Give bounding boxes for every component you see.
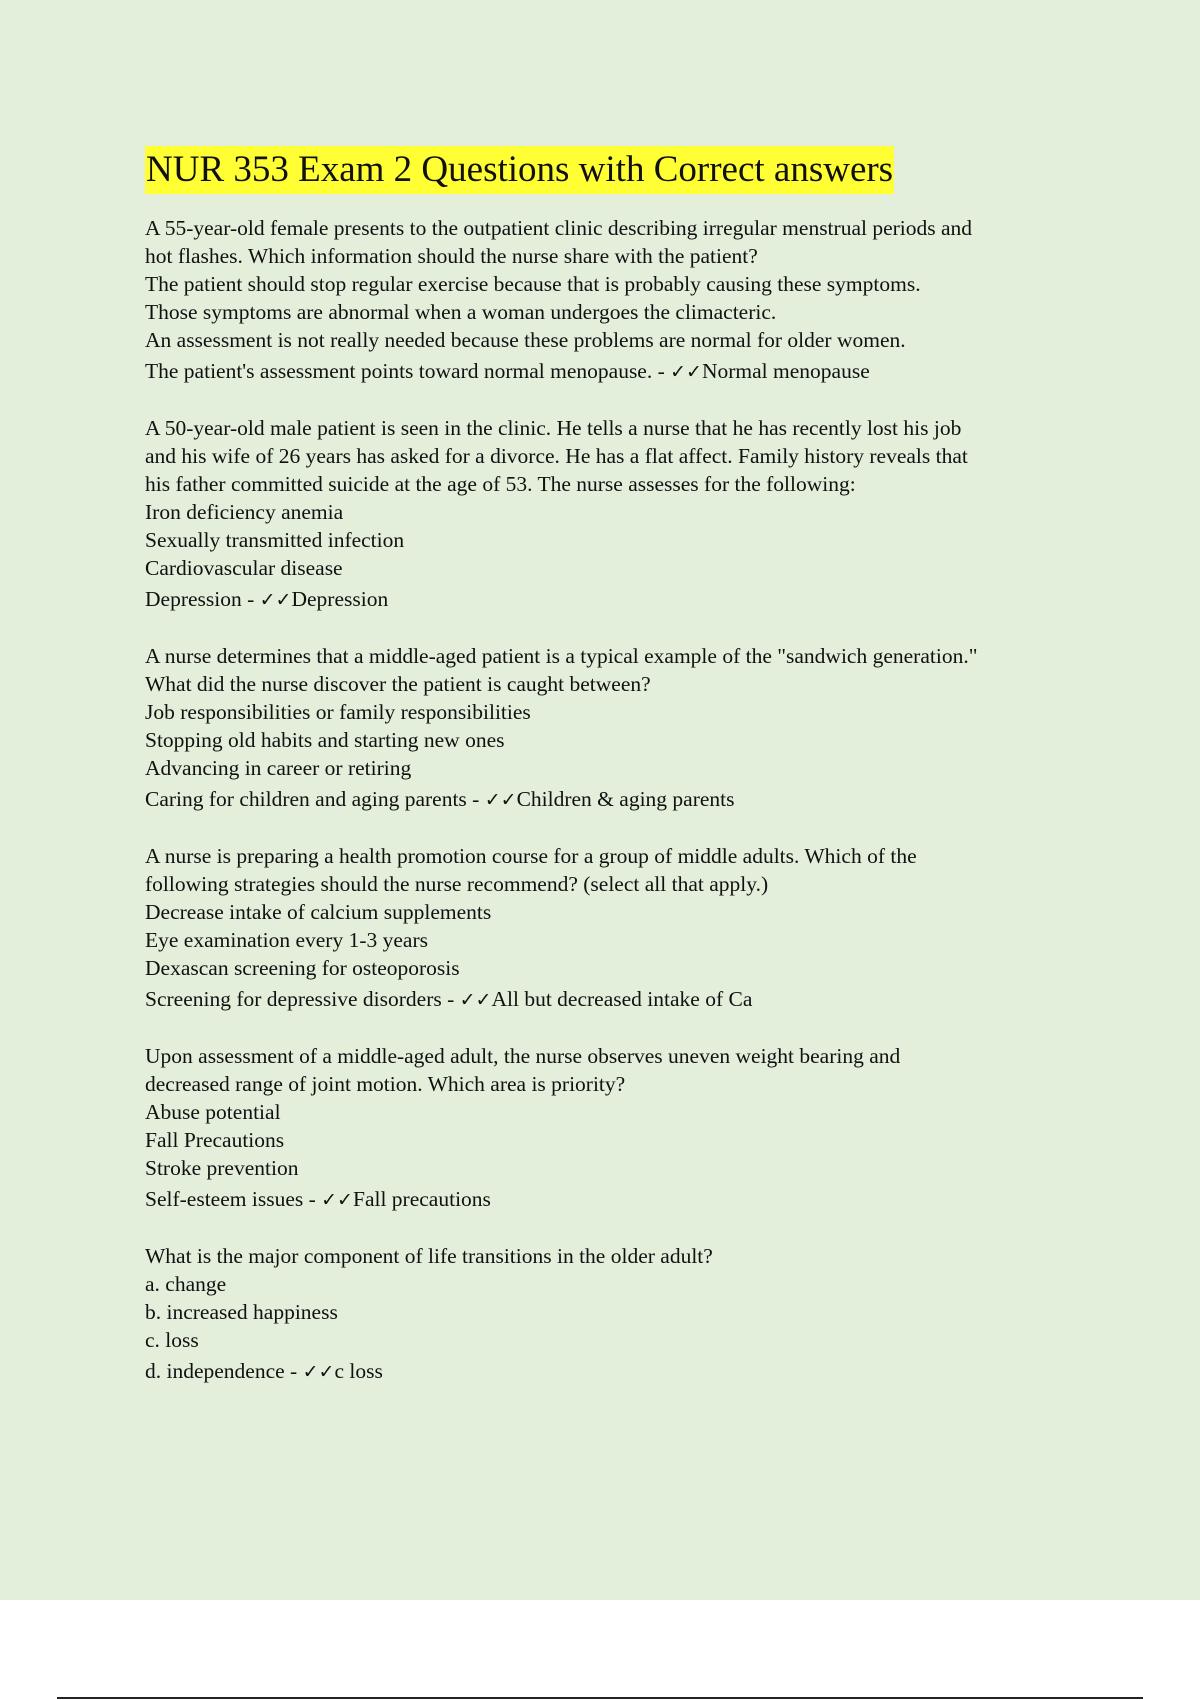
answer-option: Advancing in career or retiring: [145, 756, 412, 780]
answer-option: Dexascan screening for osteoporosis: [145, 956, 460, 980]
correct-answer: Fall precautions: [352, 1187, 491, 1211]
answer-option: Fall Precautions: [145, 1128, 285, 1152]
correct-answer: Depression: [291, 587, 389, 611]
question-block: [145, 214, 1055, 386]
answer-option: An assessment is not really needed because these problems are normal for older women.: [145, 328, 906, 352]
answer-option: Sexually transmitted infection: [145, 528, 405, 552]
correct-answer: c loss: [334, 1359, 383, 1383]
footer-divider: [57, 1697, 1143, 1699]
answer-option: Abuse potential: [145, 1100, 281, 1124]
question-block: [145, 1242, 1055, 1386]
final-option-text: Screening for depressive disorders -: [145, 987, 455, 1011]
question-stem-line: A 55-year-old female presents to the outpatient clinic describing irregular menstrual periods and: [145, 216, 973, 240]
question-stem-line: and his wife of 26 years has asked for a divorce. He has a flat affect. Family history reveals that: [145, 444, 968, 468]
answer-line: [145, 985, 1055, 1014]
answer-option: Eye examination every 1-3 years: [145, 928, 428, 952]
question-block: [145, 1042, 1055, 1214]
question-stem-line: following strategies should the nurse recommend? (select all that apply.): [145, 872, 769, 896]
correct-answer: All but decreased intake of Ca: [491, 987, 753, 1011]
question-block: [145, 642, 1055, 814]
double-check-icon: ✓✓: [459, 989, 492, 1011]
question-stem-line: hot flashes. Which information should the nurse share with the patient?: [145, 244, 758, 268]
answer-line: [145, 1185, 1055, 1214]
document-title: NUR 353 Exam 2 Questions with Correct answers: [145, 146, 894, 194]
final-option-text: The patient's assessment points toward normal menopause. -: [145, 359, 665, 383]
question-stem-line: decreased range of joint motion. Which area is priority?: [145, 1072, 626, 1096]
double-check-icon: ✓✓: [302, 1361, 335, 1383]
answer-option: Cardiovascular disease: [145, 556, 343, 580]
answer-line: [145, 585, 1055, 614]
answer-option: Those symptoms are abnormal when a woman undergoes the climacteric.: [145, 300, 777, 324]
question-stem-line: What is the major component of life transitions in the older adult?: [145, 1244, 713, 1268]
answer-option: Job responsibilities or family responsibilities: [145, 700, 531, 724]
question-stem-line: A nurse is preparing a health promotion course for a group of middle adults. Which of the: [145, 844, 917, 868]
answer-option: Stroke prevention: [145, 1156, 299, 1180]
answer-option: Stopping old habits and starting new ones: [145, 728, 505, 752]
double-check-icon: ✓✓: [259, 589, 292, 611]
question-stem-line: A nurse determines that a middle-aged patient is a typical example of the "sandwich generation.": [145, 644, 978, 668]
answer-option: Decrease intake of calcium supplements: [145, 900, 492, 924]
double-check-icon: ✓✓: [321, 1189, 353, 1211]
double-check-icon: ✓✓: [670, 361, 702, 383]
answer-option: Iron deficiency anemia: [145, 500, 344, 524]
question-stem-line: Upon assessment of a middle-aged adult, the nurse observes uneven weight bearing and: [145, 1044, 901, 1068]
answer-line: [145, 1357, 1055, 1386]
question-block: [145, 842, 1055, 1014]
answer-option: c. loss: [145, 1328, 199, 1352]
final-option-text: d. independence -: [145, 1359, 298, 1383]
answer-option: a. change: [145, 1272, 227, 1296]
question-block: [145, 414, 1055, 614]
answer-option: b. increased happiness: [145, 1300, 338, 1324]
final-option-text: Caring for children and aging parents -: [145, 787, 480, 811]
double-check-icon: ✓✓: [484, 789, 517, 811]
page-bottom-margin: [0, 1600, 1200, 1700]
answer-option: The patient should stop regular exercise because that is probably causing these symptoms.: [145, 272, 921, 296]
question-stem-line: A 50-year-old male patient is seen in the clinic. He tells a nurse that he has recently lost his job: [145, 416, 962, 440]
question-stem-line: What did the nurse discover the patient is caught between?: [145, 672, 651, 696]
correct-answer: Normal menopause: [701, 359, 870, 383]
final-option-text: Self-esteem issues -: [145, 1187, 316, 1211]
question-stem-line: his father committed suicide at the age of 53. The nurse assesses for the following:: [145, 472, 856, 496]
final-option-text: Depression -: [145, 587, 255, 611]
correct-answer: Children & aging parents: [516, 787, 735, 811]
answer-line: [145, 357, 1055, 386]
answer-line: [145, 785, 1055, 814]
question-list: [145, 214, 1055, 1386]
